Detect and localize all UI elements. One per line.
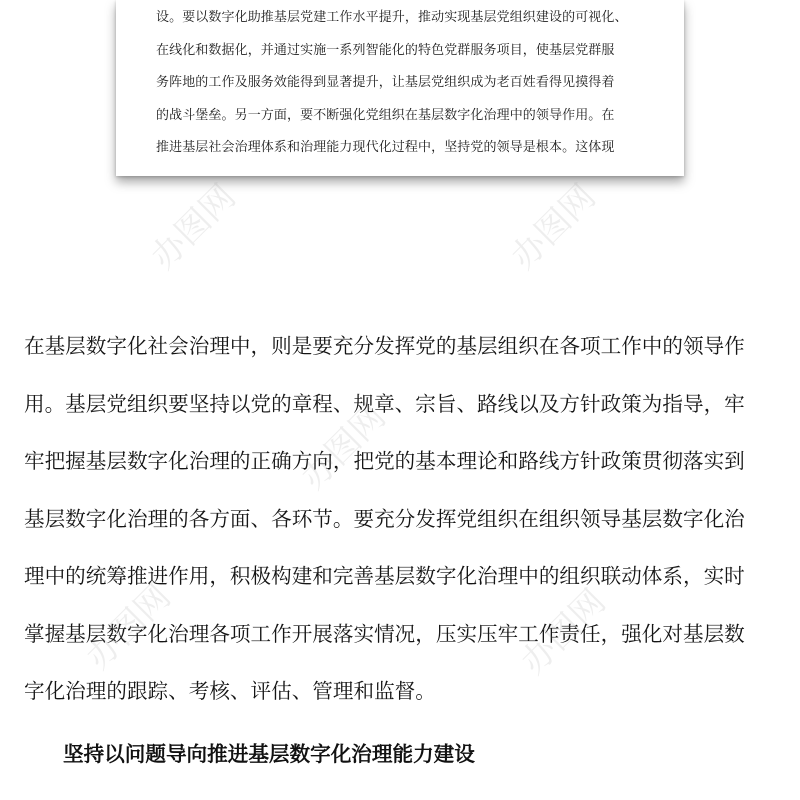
article-body (24, 318, 784, 721)
preview-line: 推进基层社会治理体系和治理能力现代化过程中，坚持党的领导是根本。这体现 (156, 140, 615, 155)
body-line: 掌握基层数字化治理各项工作开展落实情况，压实压牢工作责任，强化对基层数 (24, 621, 745, 646)
body-line: 用。基层党组织要坚持以党的章程、规章、宗旨、路线以及方针政策为指导，牢 (24, 391, 745, 416)
document-preview-card (116, 0, 684, 176)
watermark: 办图网 (78, 576, 179, 678)
document-preview-text (156, 2, 662, 165)
body-line: 牢把握基层数字化治理的正确方向，把党的基本理论和路线方针政策贯彻落实到 (24, 449, 745, 473)
preview-line: 设。要以数字化助推基层党建工作水平提升，推动实现基层党组织建设的可视化、 (156, 10, 628, 25)
watermark: 办图网 (143, 176, 244, 278)
body-line: 基层数字化治理的各方面、各环节。要充分发挥党组织在组织领导基层数字化治 (24, 506, 745, 531)
section-heading: 坚持以问题导向推进基层数字化治理能力建设 (63, 742, 475, 766)
body-line: 理中的统筹推进作用，积极构建和完善基层数字化治理中的组织联动体系，实时 (24, 564, 745, 588)
preview-line: 务阵地的工作及服务效能得到显著提升，让基层党组织成为老百姓看得见摸得着 (156, 75, 615, 90)
watermark: 办图网 (513, 581, 614, 683)
preview-line: 的战斗堡垒。另一方面，要不断强化党组织在基层数字化治理中的领导作用。在 (156, 107, 615, 123)
body-line: 字化治理的跟踪、考核、评估、管理和监督。 (24, 679, 436, 703)
watermark: 办图网 (503, 176, 604, 278)
preview-line: 在线化和数据化，并通过实施一系列智能化的特色党群服务项目，使基层党群服 (156, 42, 615, 58)
body-line: 在基层数字化社会治理中，则是要充分发挥党的基层组织在各项工作中的领导作 (24, 334, 745, 358)
watermark: 办图网 (293, 396, 394, 498)
